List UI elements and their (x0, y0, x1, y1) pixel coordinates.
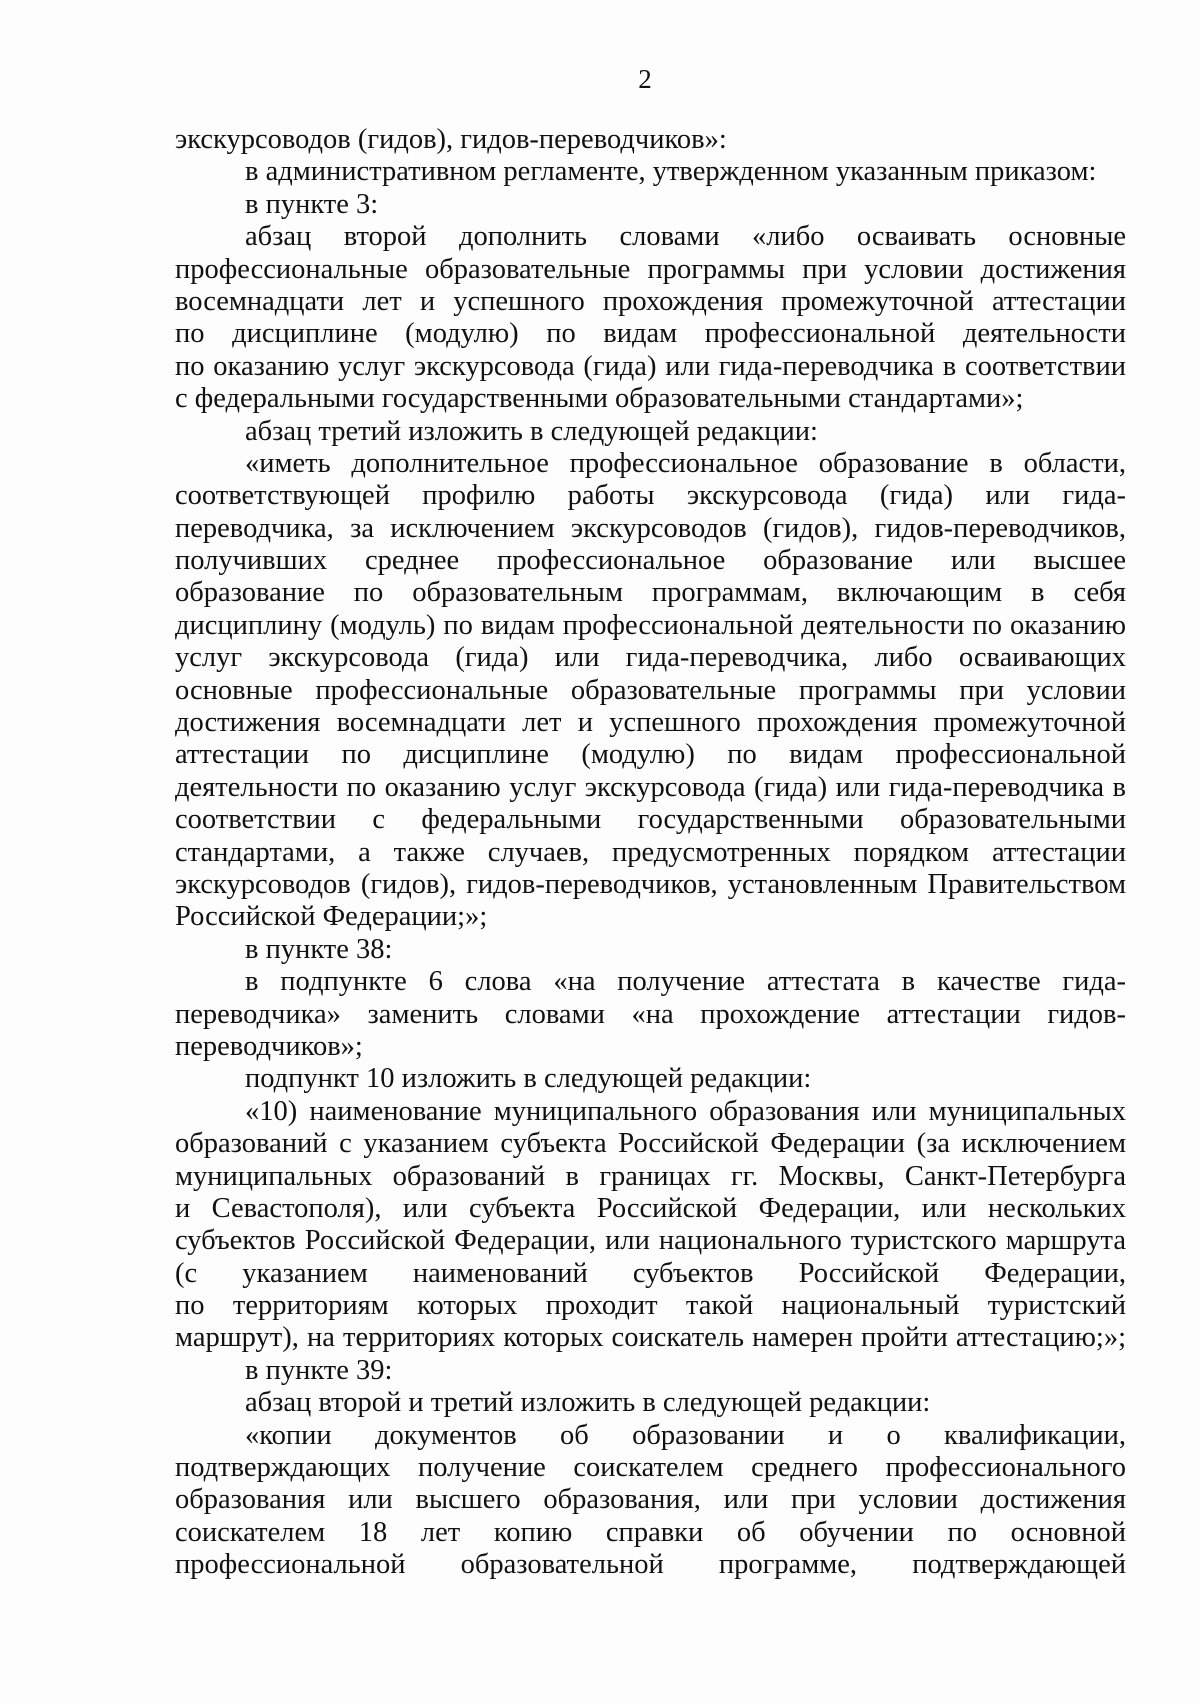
text-line: в пункте 38: (245, 933, 393, 965)
text-line: профессиональной образовательной программе, подтверждающей (175, 1549, 1126, 1581)
document-body (175, 124, 1126, 1582)
page-number: 2 (638, 64, 652, 94)
text-line: подпункт 10 изложить в следующей редакции: (245, 1063, 812, 1095)
text-line: абзац второй дополнить словами «либо осваивать основные (245, 221, 1126, 253)
text-line: профессиональные образовательные программы при условии достижения (175, 253, 1126, 285)
text-line: образований с указанием субъекта Российской Федерации (за исключением (175, 1128, 1126, 1160)
text-line: соответствии с федеральными государственными образовательными (175, 804, 1126, 836)
text-line: экскурсоводов (гидов), гидов-переводчиков, установленным Правительством (175, 868, 1126, 900)
text-line: по оказанию услуг экскурсовода (гида) или гида-переводчика в соответствии (175, 350, 1126, 382)
text-line: аттестации по дисциплине (модулю) по видам профессиональной (175, 739, 1126, 771)
text-line: абзац второй и третий изложить в следующей редакции: (245, 1387, 931, 1419)
text-line: в пункте 39: (245, 1354, 393, 1386)
text-line: подтверждающих получение соискателем среднего профессионального (175, 1452, 1126, 1484)
text-line: субъектов Российской Федерации, или национального туристского маршрута (175, 1225, 1126, 1257)
text-line: по территориям которых проходит такой национальный туристский (175, 1290, 1126, 1322)
text-line: услуг экскурсовода (гида) или гида-переводчика, либо осваивающих (175, 642, 1126, 674)
text-line: в подпункте 6 слова «на получение аттестата в качестве гида- (245, 966, 1126, 998)
text-line: и Севастополя), или субъекта Российской Федерации, или нескольких (175, 1192, 1126, 1224)
text-line: в административном регламенте, утвержденном указанным приказом: (245, 156, 1097, 188)
text-line: восемнадцати лет и успешного прохождения промежуточной аттестации (175, 285, 1126, 317)
text-line: с федеральными государственными образовательными стандартами»; (175, 383, 1024, 415)
text-line: переводчика» заменить словами «на прохождение аттестации гидов- (175, 998, 1126, 1030)
text-line: основные профессиональные образовательные программы при условии (175, 674, 1126, 706)
text-line: абзац третий изложить в следующей редакции: (245, 415, 818, 447)
text-line: деятельности по оказанию услуг экскурсовода (гида) или гида-переводчика в (175, 771, 1126, 803)
text-line: достижения восемнадцати лет и успешного прохождения промежуточной (175, 707, 1126, 739)
text-line: «копии документов об образовании и о квалификации, (245, 1419, 1126, 1451)
text-line: в пункте 3: (245, 188, 379, 220)
text-line: маршрут), на территориях которых соискатель намерен пройти аттестацию;»; (175, 1322, 1126, 1354)
text-line: соискателем 18 лет копию справки об обучении по основной (175, 1516, 1126, 1548)
text-line: экскурсоводов (гидов), гидов-переводчиков»: (175, 124, 727, 155)
text-line: переводчика, за исключением экскурсоводов (гидов), гидов-переводчиков, (175, 512, 1126, 544)
text-line: переводчиков»; (175, 1030, 363, 1062)
text-line: «иметь дополнительное профессиональное образование в области, (245, 447, 1126, 479)
text-line: стандартами, а также случаев, предусмотренных порядком аттестации (175, 836, 1126, 868)
text-line: «10) наименование муниципального образования или муниципальных (245, 1095, 1126, 1127)
text-line: муниципальных образований в границах гг. Москвы, Санкт-Петербурга (175, 1160, 1126, 1192)
text-line: дисциплину (модуль) по видам профессиональной деятельности по оказанию (175, 609, 1126, 641)
text-line: (с указанием наименований субъектов Российской Федерации, (175, 1257, 1126, 1289)
text-line: получивших среднее профессиональное образование или высшее (175, 545, 1126, 577)
text-line: образование по образовательным программам, включающим в себя (175, 577, 1126, 609)
text-line: по дисциплине (модулю) по видам профессиональной деятельности (175, 318, 1126, 350)
text-line: соответствующей профилю работы экскурсовода (гида) или гида- (175, 480, 1126, 512)
text-line: образования или высшего образования, или при условии достижения (175, 1484, 1126, 1516)
text-line: Российской Федерации;»; (175, 901, 488, 933)
